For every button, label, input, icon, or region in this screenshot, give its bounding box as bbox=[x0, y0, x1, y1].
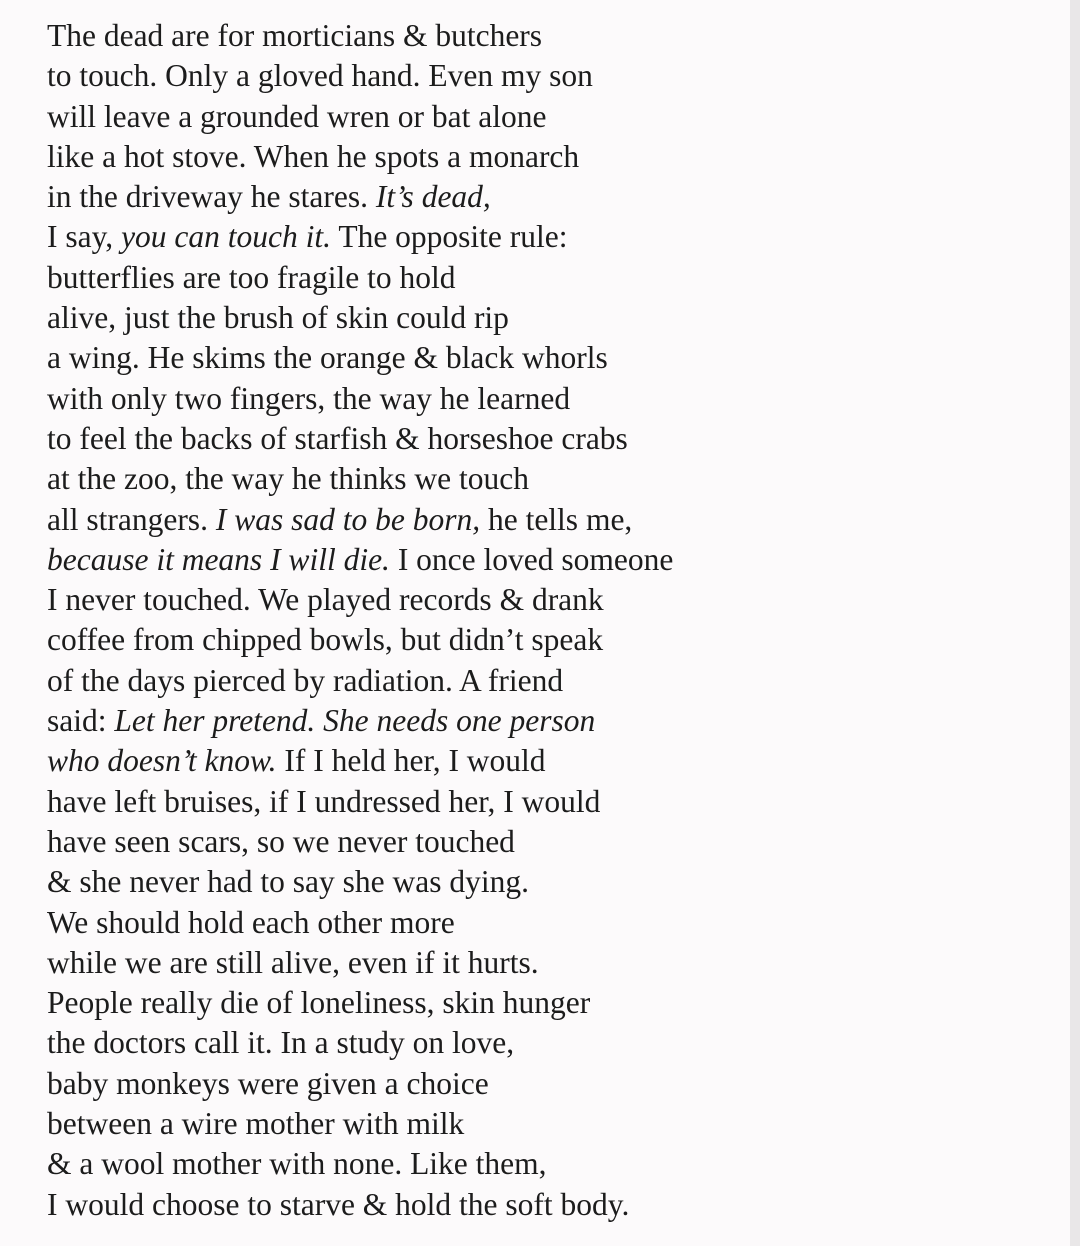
poem-text-segment: People really die of loneliness, skin hunger bbox=[47, 985, 591, 1021]
poem-line bbox=[47, 943, 1057, 983]
poem-text-segment: have left bruises, if I undressed her, I would bbox=[47, 783, 601, 819]
poem-line bbox=[47, 16, 1057, 56]
poem-text-segment: a wing. He skims the orange & black whorls bbox=[47, 340, 608, 376]
poem-text-segment: I would choose to starve & hold the soft body. bbox=[47, 1186, 630, 1222]
poem-text-segment: in the driveway he stares. bbox=[47, 179, 376, 215]
poem-line bbox=[47, 419, 1057, 459]
poem-line bbox=[47, 298, 1057, 338]
poem-line bbox=[47, 580, 1057, 620]
poem-line bbox=[47, 782, 1057, 822]
poem-line bbox=[47, 459, 1057, 499]
poem-text-segment: & a wool mother with none. Like them, bbox=[47, 1146, 547, 1182]
poem-text bbox=[47, 16, 1057, 1225]
poem-line bbox=[47, 620, 1057, 660]
poem-italic-text: It’s dead, bbox=[375, 179, 491, 215]
page-edge bbox=[1070, 0, 1080, 1246]
poem-italic-text: Let her pretend. She needs one person bbox=[114, 703, 596, 739]
poem-line bbox=[47, 217, 1057, 257]
poem-text-segment: The dead are for morticians & butchers bbox=[47, 18, 543, 53]
poem-text-segment: We should hold each other more bbox=[47, 904, 455, 940]
poem-line bbox=[47, 741, 1057, 781]
poem-line bbox=[47, 1104, 1057, 1144]
poem-text-segment: while we are still alive, even if it hurts. bbox=[47, 944, 539, 980]
poem-text-segment: like a hot stove. When he spots a monarch bbox=[47, 138, 580, 174]
poem-text-segment: If I held her, I would bbox=[276, 743, 546, 779]
poem-line bbox=[47, 661, 1057, 701]
poem-text-segment: to touch. Only a gloved hand. Even my son bbox=[47, 58, 593, 94]
poem-line bbox=[47, 983, 1057, 1023]
poem-line bbox=[47, 1064, 1057, 1104]
poem-text-segment: said: bbox=[47, 703, 115, 739]
poem-line bbox=[47, 822, 1057, 862]
poem-text-segment: the doctors call it. In a study on love, bbox=[47, 1025, 515, 1061]
poem-text-segment: of the days pierced by radiation. A friend bbox=[47, 662, 564, 698]
poem-italic-text: because it means I will die. bbox=[47, 541, 390, 577]
poem-line bbox=[47, 1023, 1057, 1063]
poem-line bbox=[47, 903, 1057, 943]
poem-text-segment: alive, just the brush of skin could rip bbox=[47, 300, 509, 336]
poem-line bbox=[47, 338, 1057, 378]
poem-line bbox=[47, 137, 1057, 177]
poem-text-segment: have seen scars, so we never touched bbox=[47, 823, 515, 859]
poem-line bbox=[47, 97, 1057, 137]
poem-line bbox=[47, 258, 1057, 298]
poem-line bbox=[47, 862, 1057, 902]
poem-line bbox=[47, 56, 1057, 96]
poem-line bbox=[47, 1144, 1057, 1184]
poem-italic-text: I was sad to be born, bbox=[215, 501, 481, 537]
poem-line bbox=[47, 1185, 1057, 1225]
poem-text-segment: between a wire mother with milk bbox=[47, 1106, 465, 1142]
poem-text-segment: baby monkeys were given a choice bbox=[47, 1065, 489, 1101]
poem-line bbox=[47, 177, 1057, 217]
poem-line bbox=[47, 500, 1057, 540]
poem-text-segment: with only two fingers, the way he learned bbox=[47, 380, 571, 416]
poem-text-segment: coffee from chipped bowls, but didn’t speak bbox=[47, 622, 604, 658]
poem-italic-text: you can touch it. bbox=[121, 219, 332, 255]
poem-text-segment: I never touched. We played records & drank bbox=[47, 582, 604, 618]
poem-text-segment: I say, bbox=[47, 219, 122, 255]
poem-text-segment: & she never had to say she was dying. bbox=[47, 864, 530, 900]
poem-text-segment: The opposite rule: bbox=[331, 219, 568, 255]
poem-text-segment: all strangers. bbox=[47, 501, 216, 537]
poem-text-segment: he tells me, bbox=[480, 501, 633, 537]
poem-line bbox=[47, 540, 1057, 580]
poem-text-segment: will leave a grounded wren or bat alone bbox=[47, 98, 547, 134]
poem-text-segment: butterflies are too fragile to hold bbox=[47, 259, 456, 295]
poem-text-segment: at the zoo, the way he thinks we touch bbox=[47, 461, 529, 497]
poem-text-segment: I once loved someone bbox=[389, 541, 674, 577]
poem-line bbox=[47, 379, 1057, 419]
poem-italic-text: who doesn’t know. bbox=[47, 743, 277, 779]
poem-line bbox=[47, 701, 1057, 741]
poem-text-segment: to feel the backs of starfish & horseshoe crabs bbox=[47, 420, 628, 456]
